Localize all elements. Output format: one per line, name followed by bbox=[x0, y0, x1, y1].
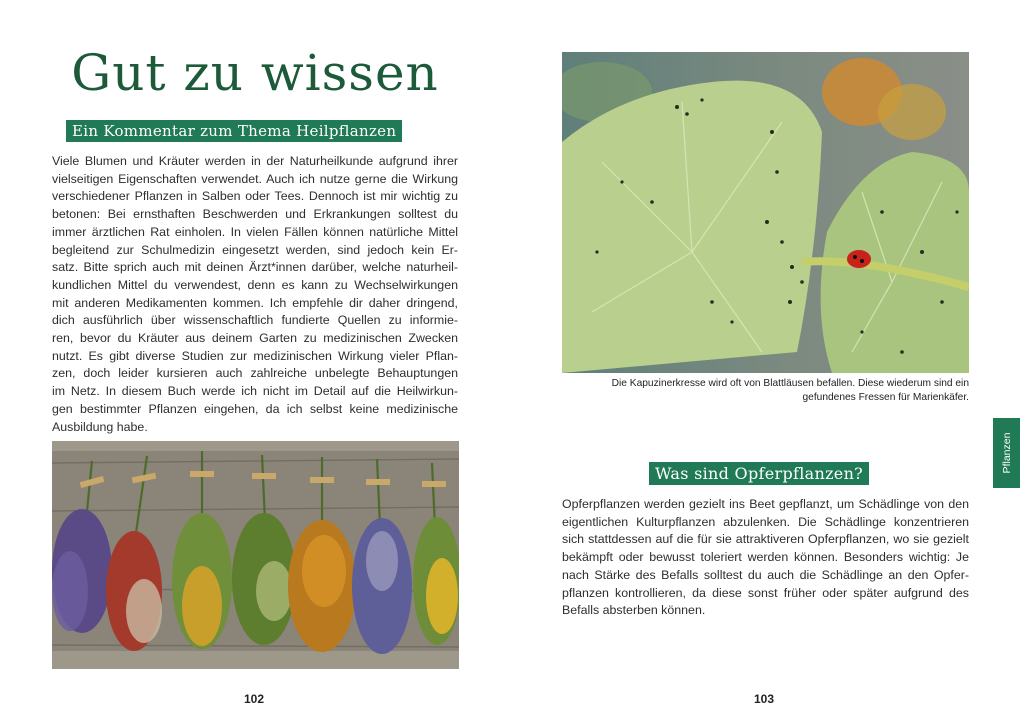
text-line: Viele Blumen und Kräuter werden in der Naturheilkunde aufgrund ihrer bbox=[52, 154, 458, 168]
subheading-opferpflanzen: Was sind Opferpflanzen? bbox=[649, 462, 869, 485]
text-line: Die Kapuzinerkresse wird oft von Blattläusen befallen. Diese wiederum sind ein bbox=[611, 378, 969, 389]
text-line: gen bestimmter Pflanzen eingehen, da ich selbst keine medizinische bbox=[52, 401, 458, 416]
chapter-tab-label: Pflanzen bbox=[1000, 432, 1013, 474]
herbs-bundles-photo bbox=[52, 441, 459, 669]
page-number-right: 103 bbox=[754, 692, 775, 706]
subheading-heilpflanzen: Ein Kommentar zum Thema Heilpflanzen bbox=[66, 120, 402, 142]
text-line: gefundenes Fressen für Marienkäfer. bbox=[802, 392, 969, 403]
text-line: pflanzen kontrollieren, da diese sonst früher oder später aufgrund des bbox=[562, 585, 969, 600]
text-line: begleitend zur Schulmedizin eingesetzt werden, sind jedoch kein Er- bbox=[52, 242, 458, 257]
photo-caption bbox=[562, 377, 969, 405]
text-line: im Netz. In diesem Buch werde ich nicht im Detail auf die Heilwirkun- bbox=[52, 384, 458, 399]
text-line: nach Stärke des Befalls solltest du auch die Schädlinge an den Opfer- bbox=[562, 567, 969, 582]
text-line: Opferpflanzen werden gezielt ins Beet gepflanzt, um Schädlinge von den bbox=[562, 497, 969, 511]
text-line: ren, bevor du Kräuter aus deinem Garten zu medizinischen Zwecken bbox=[52, 331, 458, 346]
text-line: verschiedener Pflanzen in Salben oder Tees. Dennoch ist mir wichtig zu bbox=[52, 189, 458, 204]
nasturtium-leaf-photo bbox=[562, 52, 969, 373]
text-line: Befalls absterben können. bbox=[562, 603, 706, 618]
text-line: nutzt. Es gibt diverse Studien zur medizinischen Wirkung vieler Pflan- bbox=[52, 348, 458, 363]
text-line: dich ausführlich über wissenschaftlich fundierte Quellen zu informie- bbox=[52, 313, 458, 328]
text-line: zen, doch leider kursieren auch zahlreiche unbelegte Behauptungen bbox=[52, 366, 458, 381]
body-text-heilpflanzen bbox=[52, 153, 458, 436]
page-title: Gut zu wissen bbox=[71, 44, 439, 102]
page-number-left: 102 bbox=[244, 692, 265, 706]
text-line: vielseitigen Eigenschaften verwendet. Auch ich nutze gerne die Wirkung bbox=[52, 171, 458, 186]
text-line: Ausbildung habe. bbox=[52, 419, 148, 434]
body-text-opferpflanzen bbox=[562, 496, 969, 620]
text-line: immer ärztlichen Rat einholen. In vielen Fällen können natürliche Mittel bbox=[52, 224, 458, 239]
text-line: eigentlichen Kulturpflanzen abzulenken. Die Schädlinge konzentrieren bbox=[562, 514, 969, 529]
text-line: mit anderen Medikamenten kommen. Ich empfehle dir daher dringend, bbox=[52, 295, 458, 310]
text-line: bekämpft oder bewusst toleriert werden können. Besonders wichtig: Je bbox=[562, 550, 969, 565]
chapter-tab[interactable] bbox=[993, 418, 1020, 488]
text-line: sich stattdessen auf die für sie attraktiveren Opferpflanzen, wo sie gezielt bbox=[562, 532, 969, 547]
text-line: satz. Bitte sprich auch mit deinen Ärzt*innen darüber, welche naturheil- bbox=[52, 260, 458, 275]
text-line: betonen: Bei ernsthaften Beschwerden und Erkrankungen solltest du bbox=[52, 207, 458, 222]
text-line: kundlichen Mittel du verwendest, denn es kann zu Wechselwirkungen bbox=[52, 277, 458, 292]
